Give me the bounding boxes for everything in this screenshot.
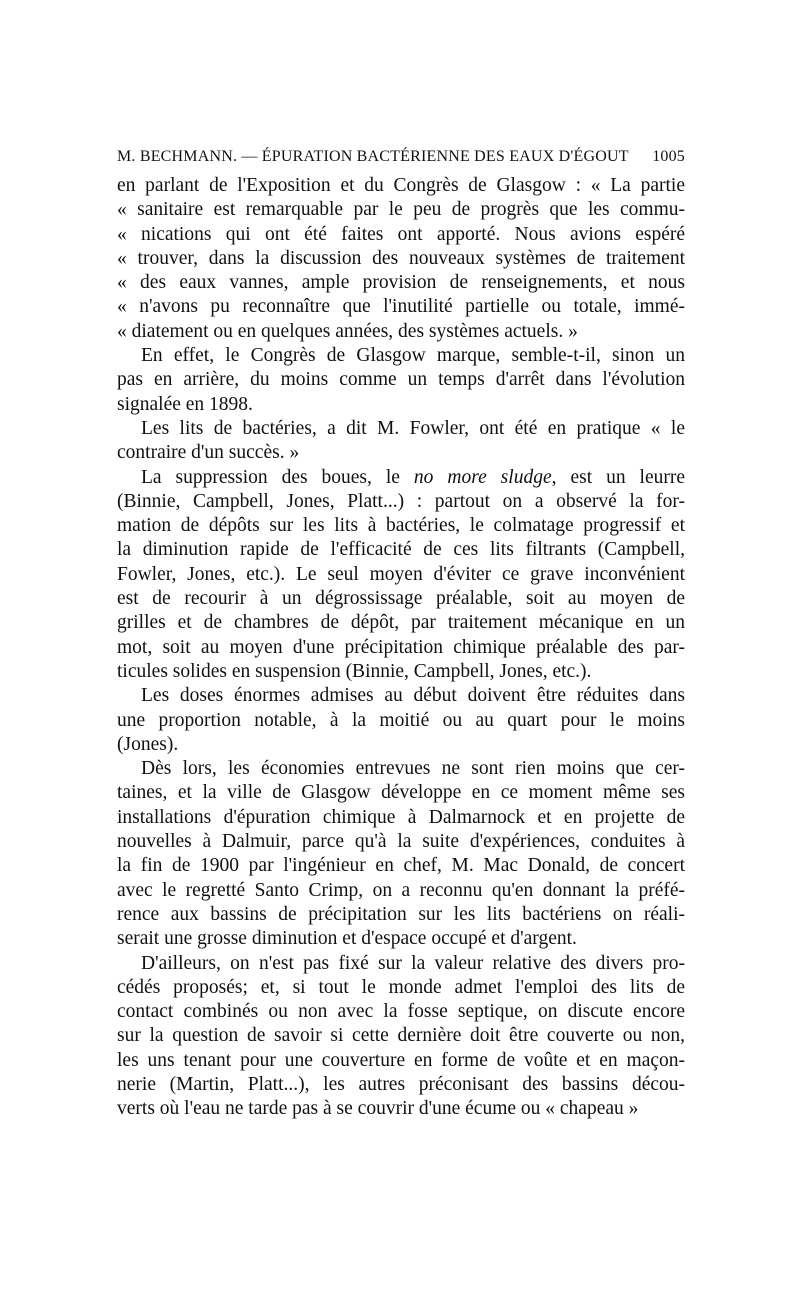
text-line: « nications qui ont été faites ont apporté. Nous avions espéré (117, 223, 685, 245)
text-line: contact combinés ou non avec la fosse septique, on discute encore (117, 1001, 685, 1023)
text-line: nerie (Martin, Platt...), les autres préconisant des bassins décou- (117, 1073, 685, 1095)
text-line: ticules solides en suspension (Binnie, Campbell, Jones, etc.). (117, 660, 592, 682)
paragraph (117, 952, 685, 1122)
text-line: nouvelles à Dalmuir, parce qu'à la suite d'expériences, conduites à (117, 831, 685, 853)
text-line: D'ailleurs, on n'est pas fixé sur la valeur relative des divers pro- (141, 952, 685, 974)
text-line: rence aux bassins de précipitation sur les lits bactériens on réali- (117, 903, 685, 925)
text-line: signalée en 1898. (117, 393, 253, 415)
text-line: contraire d'un succès. » (117, 442, 300, 464)
text-line: Dès lors, les économies entrevues ne sont rien moins que cer- (141, 758, 685, 780)
paragraph (117, 466, 685, 685)
page-number: 1005 (652, 148, 685, 165)
text-line: les uns tenant pour une couverture en forme de voûte et en maçon- (117, 1049, 685, 1071)
text-line: serait une grosse diminution et d'espace occupé et d'argent. (117, 928, 577, 950)
text-line: Les lits de bactéries, a dit M. Fowler, ont été en pratique « le (141, 417, 685, 439)
text-line: « des eaux vannes, ample provision de renseignements, et nous (117, 272, 685, 294)
running-header (117, 148, 685, 166)
running-title: M. BECHMANN. — ÉPURATION BACTÉRIENNE DES EAUX D'ÉGOUT (117, 148, 629, 165)
text-line: en parlant de l'Exposition et du Congrès de Glasgow : « La partie (117, 175, 685, 196)
text-line: « sanitaire est remarquable par le peu de progrès que les commu- (117, 199, 685, 221)
italic-phrase: no more sludge (413, 466, 552, 488)
text-line: installations d'épuration chimique à Dalmarnock et en projette de (117, 806, 685, 828)
text-line: pas en arrière, du moins comme un temps d'arrêt dans l'évolution (117, 369, 685, 391)
text-line: (Jones). (117, 733, 179, 755)
text-line: mation de dépôts sur les lits à bactéries, le colmatage progressif et (117, 515, 685, 537)
paragraph (117, 174, 685, 344)
text-line: En effet, le Congrès de Glasgow marque, semble-t-il, sinon un (141, 345, 685, 367)
text-line: taines, et la ville de Glasgow développe en ce moment même ses (117, 782, 685, 804)
text-line: « n'avons pu reconnaître que l'inutilité partielle ou totale, immé- (117, 296, 685, 318)
paragraph (117, 417, 685, 466)
text-line: cédés proposés; et, si tout le monde admet l'emploi des lits de (117, 976, 685, 998)
text-line: la fin de 1900 par l'ingénieur en chef, M. Mac Donald, de concert (117, 855, 685, 877)
text-line: (Binnie, Campbell, Jones, Platt...) : partout on a observé la for- (117, 490, 685, 512)
text-line: verts où l'eau ne tarde pas à se couvrir d'une écume ou « chapeau » (117, 1098, 639, 1120)
paragraph (117, 757, 685, 951)
text-line: « diatement ou en quelques années, des systèmes actuels. » (117, 320, 578, 342)
paragraph (117, 684, 685, 757)
text-line: la diminution rapide de l'efficacité de ces lits filtrants (Campbell, (117, 539, 685, 561)
text-line: Les doses énormes admises au début doivent être réduites dans (141, 685, 685, 707)
text-line: sur la question de savoir si cette dernière doit être couverte ou non, (117, 1025, 685, 1047)
text-line: mot, soit au moyen d'une précipitation chimique préalable des par- (117, 636, 685, 658)
text-line: une proportion notable, à la moitié ou au quart pour le moins (117, 709, 685, 731)
text-line: « trouver, dans la discussion des nouveaux systèmes de traitement (117, 247, 685, 269)
text-line: Fowler, Jones, etc.). Le seul moyen d'éviter ce grave inconvénient (117, 563, 685, 585)
body-text (117, 174, 685, 1122)
text-line: avec le regretté Santo Crimp, on a reconnu qu'en donnant la préfé- (117, 879, 685, 901)
paragraph (117, 344, 685, 417)
text-line: grilles et de chambres de dépôt, par traitement mécanique en un (117, 612, 685, 634)
text-line: La suppression des boues, le no more sludge, est un leurre (141, 466, 685, 488)
text-line: est de recourir à un dégrossissage préalable, soit au moyen de (117, 588, 685, 610)
